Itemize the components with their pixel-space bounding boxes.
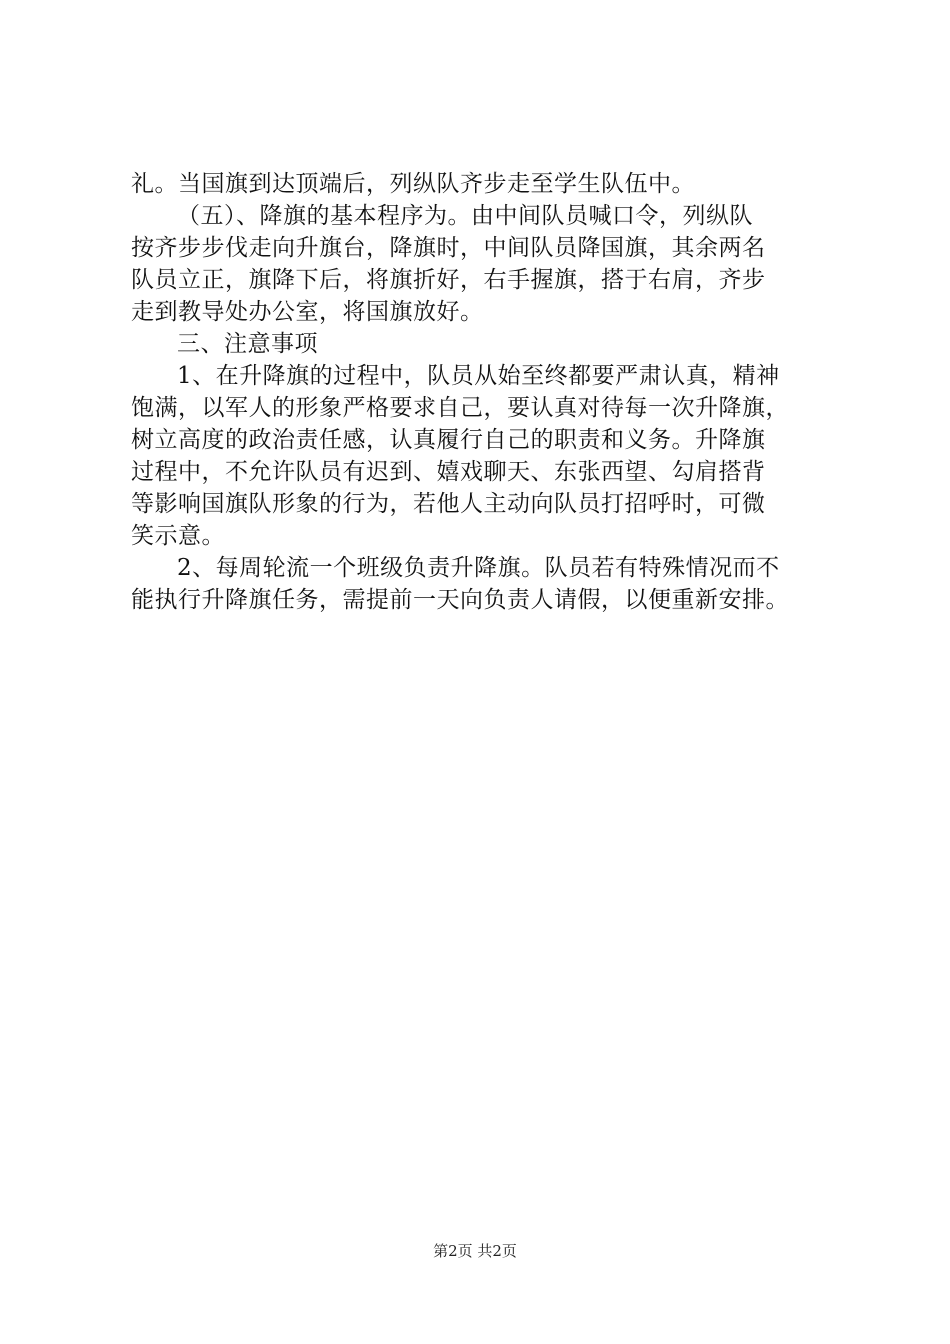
- paragraph-line: 树立高度的政治责任感，认真履行自己的职责和义务。升降旗: [131, 427, 766, 453]
- paragraph-line: 礼。当国旗到达顶端后，列纵队齐步走至学生队伍中。: [131, 171, 695, 197]
- paragraph-line: 1、在升降旗的过程中，队员从始至终都要严肃认真，精神: [177, 363, 780, 389]
- paragraph-line: 饱满，以军人的形象严格要求自己，要认真对待每一次升降旗，: [131, 395, 789, 421]
- paragraph-line: 能执行升降旗任务，需提前一天向负责人请假，以便重新安排。: [131, 587, 789, 613]
- paragraph-line: （五）、降旗的基本程序为。由中间队员喊口令，列纵队: [177, 203, 753, 229]
- paragraph-line: 队员立正，旗降下后，将旗折好，右手握旗，搭于右肩，齐步: [131, 267, 766, 293]
- paragraph-line: 等影响国旗队形象的行为，若他人主动向队员打招呼时，可微: [131, 491, 766, 517]
- paragraph-line: 2、每周轮流一个班级负责升降旗。队员若有特殊情况而不: [177, 555, 780, 581]
- page-number-footer: 第2页 共2页: [433, 1242, 517, 1260]
- paragraph-line: 笑示意。: [131, 523, 225, 549]
- document-body: [131, 168, 831, 616]
- paragraph-line: 走到教导处办公室，将国旗放好。: [131, 299, 484, 325]
- paragraph-line: 按齐步步伐走向升旗台，降旗时，中间队员降国旗，其余两名: [131, 235, 766, 261]
- paragraph-line: 过程中，不允许队员有迟到、嬉戏聊天、东张西望、勾肩搭背: [131, 459, 766, 485]
- section-heading: 三、注意事项: [177, 331, 318, 357]
